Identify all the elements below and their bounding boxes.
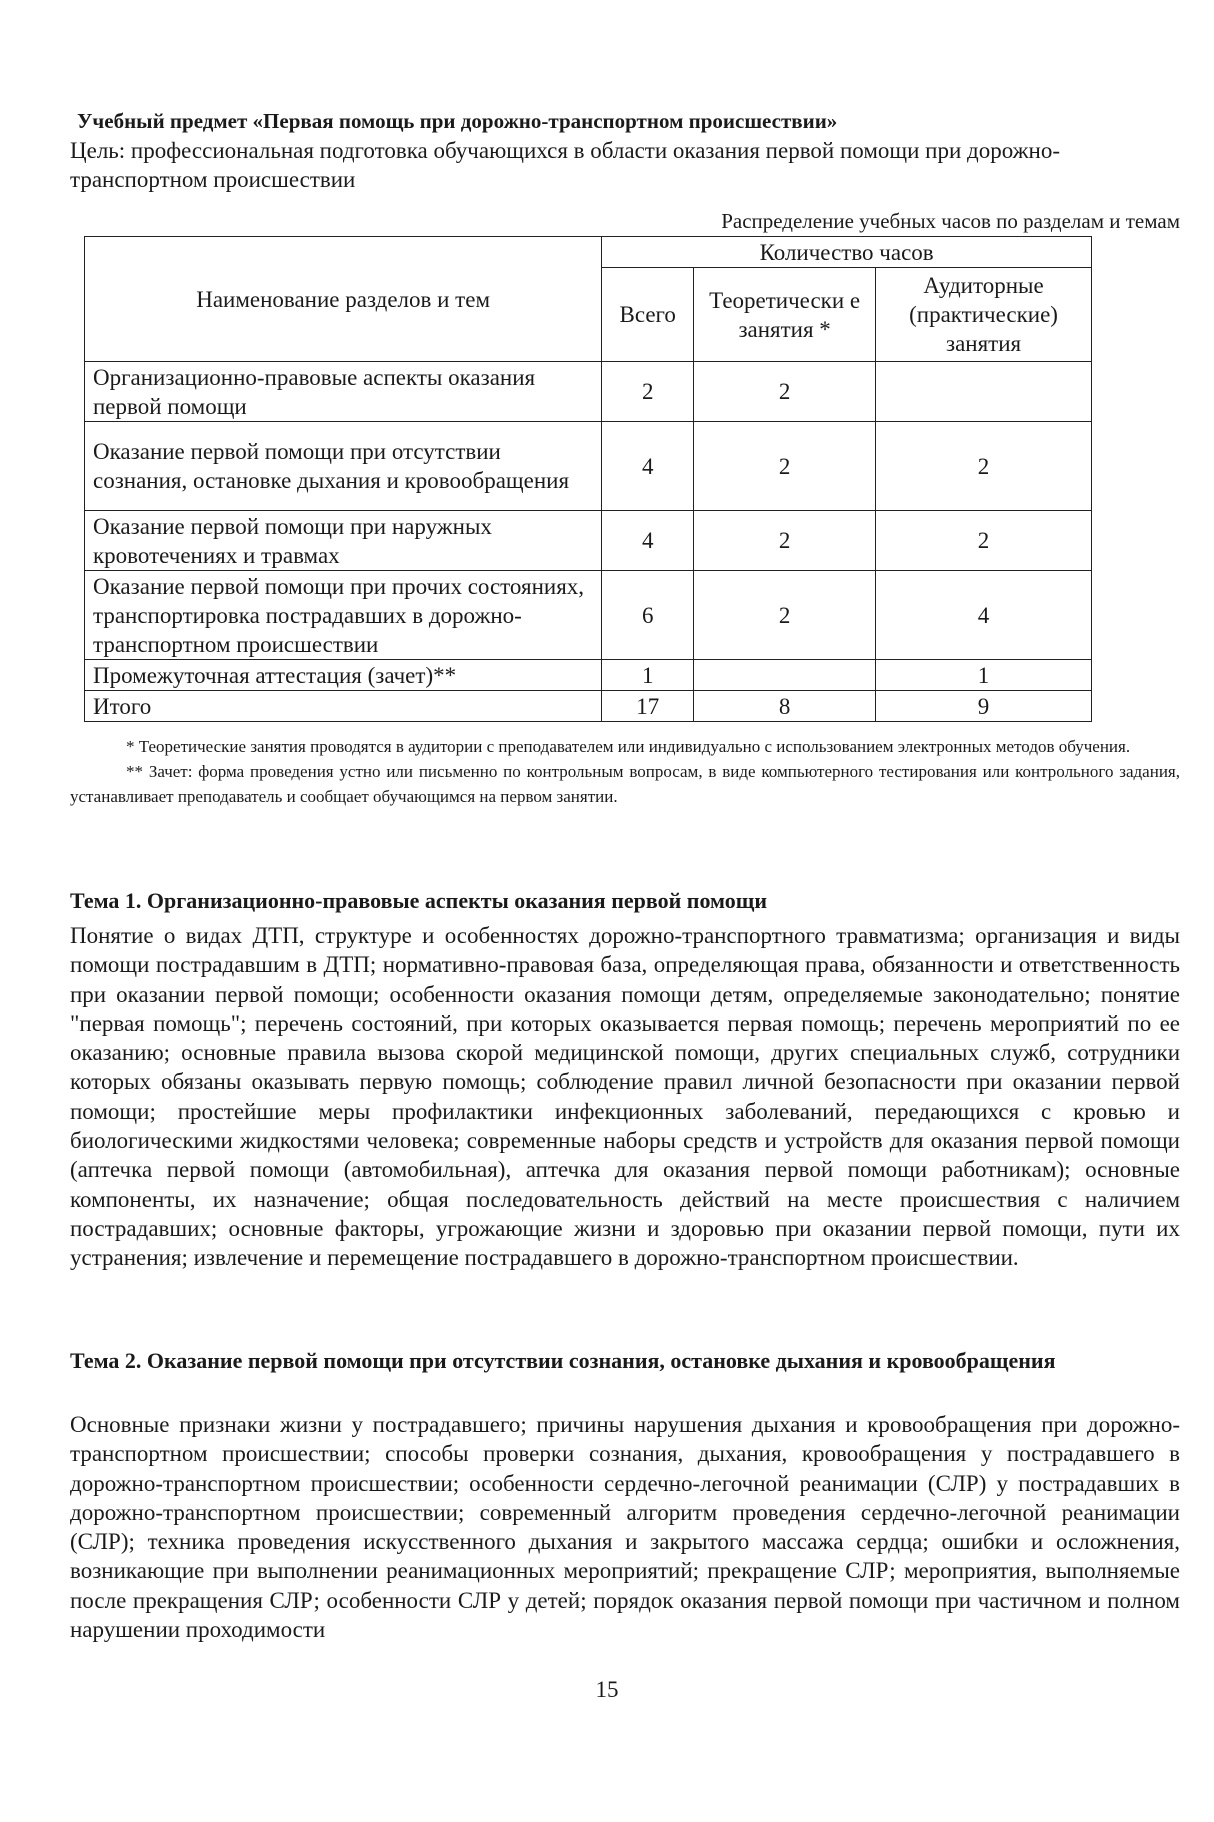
table-footnotes (70, 734, 1180, 809)
row-name: Итого (85, 691, 602, 722)
row-name: Организационно-правовые аспекты оказания первой помощи (85, 362, 602, 422)
row-practice: 2 (876, 511, 1092, 571)
row-practice: 1 (876, 660, 1092, 691)
row-practice: 2 (876, 422, 1092, 511)
footnote-theory: * Теоретические занятия проводятся в аудитории с преподавателем или индивидуально с использованием электронных методов обучения. (126, 737, 1131, 756)
row-theory: 2 (694, 422, 876, 511)
header-name: Наименование разделов и тем (85, 237, 602, 362)
header-practice: Аудиторные (практические) занятия (876, 268, 1092, 362)
topic-2-text: Основные признаки жизни у пострадавшего; причины нарушения дыхания и кровообращения при дорожно-транспортном происшествии; способы проверки сознания, дыхания, кровообращения у пострадавшего в дорожно-транспортном происшествии; особенности сердечно-легочной реанимации (СЛР) у пострадавших в дорожно-транспортном происшествии; современный алгоритм проведения сердечно-легочной реанимации (СЛР); техника проведения искусственного дыхания и закрытого массажа сердца; ошибки и осложнения, возникающие при выполнении реанимационных мероприятий; прекращение СЛР; мероприятия, выполняемые после прекращения СЛР; особенности СЛР у детей; порядок оказания первой помощи при частичном и полном нарушении проходимости (70, 1412, 1180, 1643)
page-number: 15 (595, 1677, 619, 1702)
table-row (85, 362, 1092, 422)
table-row (85, 660, 1092, 691)
row-practice (876, 362, 1092, 422)
topic-2-heading: Тема 2. Оказание первой помощи при отсутствии сознания, остановке дыхания и кровообращения (70, 1348, 1056, 1373)
row-theory: 2 (694, 511, 876, 571)
table-row (85, 571, 1092, 660)
table-caption: Распределение учебных часов по разделам и темам (721, 209, 1180, 233)
row-theory: 8 (694, 691, 876, 722)
row-practice: 4 (876, 571, 1092, 660)
row-name: Промежуточная аттестация (зачет)** (85, 660, 602, 691)
topic-1-heading: Тема 1. Организационно-правовые аспекты оказания первой помощи (70, 888, 767, 913)
row-total: 6 (602, 571, 694, 660)
row-total: 4 (602, 511, 694, 571)
table-row (85, 422, 1092, 511)
row-total: 1 (602, 660, 694, 691)
row-theory: 2 (694, 571, 876, 660)
row-name: Оказание первой помощи при отсутствии сознания, остановке дыхания и кровообращения (85, 422, 602, 511)
subject-goal: Цель: профессиональная подготовка обучающихся в области оказания первой помощи при дорожно-транспортном происшествии (70, 138, 1060, 192)
header-theory: Теоретически е занятия * (694, 268, 876, 362)
row-total: 17 (602, 691, 694, 722)
row-name: Оказание первой помощи при прочих состояниях, транспортировка пострадавших в дорожно-транспортном происшествии (85, 571, 602, 660)
row-theory (694, 660, 876, 691)
hours-table (84, 236, 1092, 722)
header-total: Всего (602, 268, 694, 362)
row-total: 4 (602, 422, 694, 511)
subject-title: Учебный предмет «Первая помощь при дорожно-транспортном происшествии» (77, 109, 838, 133)
row-name: Оказание первой помощи при наружных кровотечениях и травмах (85, 511, 602, 571)
footnote-credit: ** Зачет: форма проведения устно или письменно по контрольным вопросам, в виде компьютерного тестирования или контрольного задания, устанавливает преподаватель и сообщает обучающимся на первом занятии. (70, 762, 1180, 806)
table-row-total (85, 691, 1092, 722)
row-theory: 2 (694, 362, 876, 422)
header-hours-group: Количество часов (602, 237, 1092, 268)
row-total: 2 (602, 362, 694, 422)
topic-1-text: Понятие о видах ДТП, структуре и особенностях дорожно-транспортного травматизма; организация и виды помощи пострадавшим в ДТП; нормативно-правовая база, определяющая права, обязанности и ответственность при оказании первой помощи; особенности оказания помощи детям, определяемые законодательно; понятие "первая помощь"; перечень состояний, при которых оказывается первая помощь; перечень мероприятий по ее оказанию; основные правила вызова скорой медицинской помощи, других специальных служб, сотрудники которых обязаны оказывать первую помощь; соблюдение правил личной безопасности при оказании первой помощи; простейшие меры профилактики инфекционных заболеваний, передающихся с кровью и биологическими жидкостями человека; современные наборы средств и устройств для оказания первой помощи (аптечка первой помощи (автомобильная), аптечка для оказания первой помощи работникам); основные компоненты, их назначение; общая последовательность действий на месте происшествия с наличием пострадавших; основные факторы, угрожающие жизни и здоровью при оказании первой помощи, пути их устранения; извлечение и перемещение пострадавшего в дорожно-транспортном происшествии. (70, 923, 1180, 1271)
row-practice: 9 (876, 691, 1092, 722)
table-row (85, 511, 1092, 571)
